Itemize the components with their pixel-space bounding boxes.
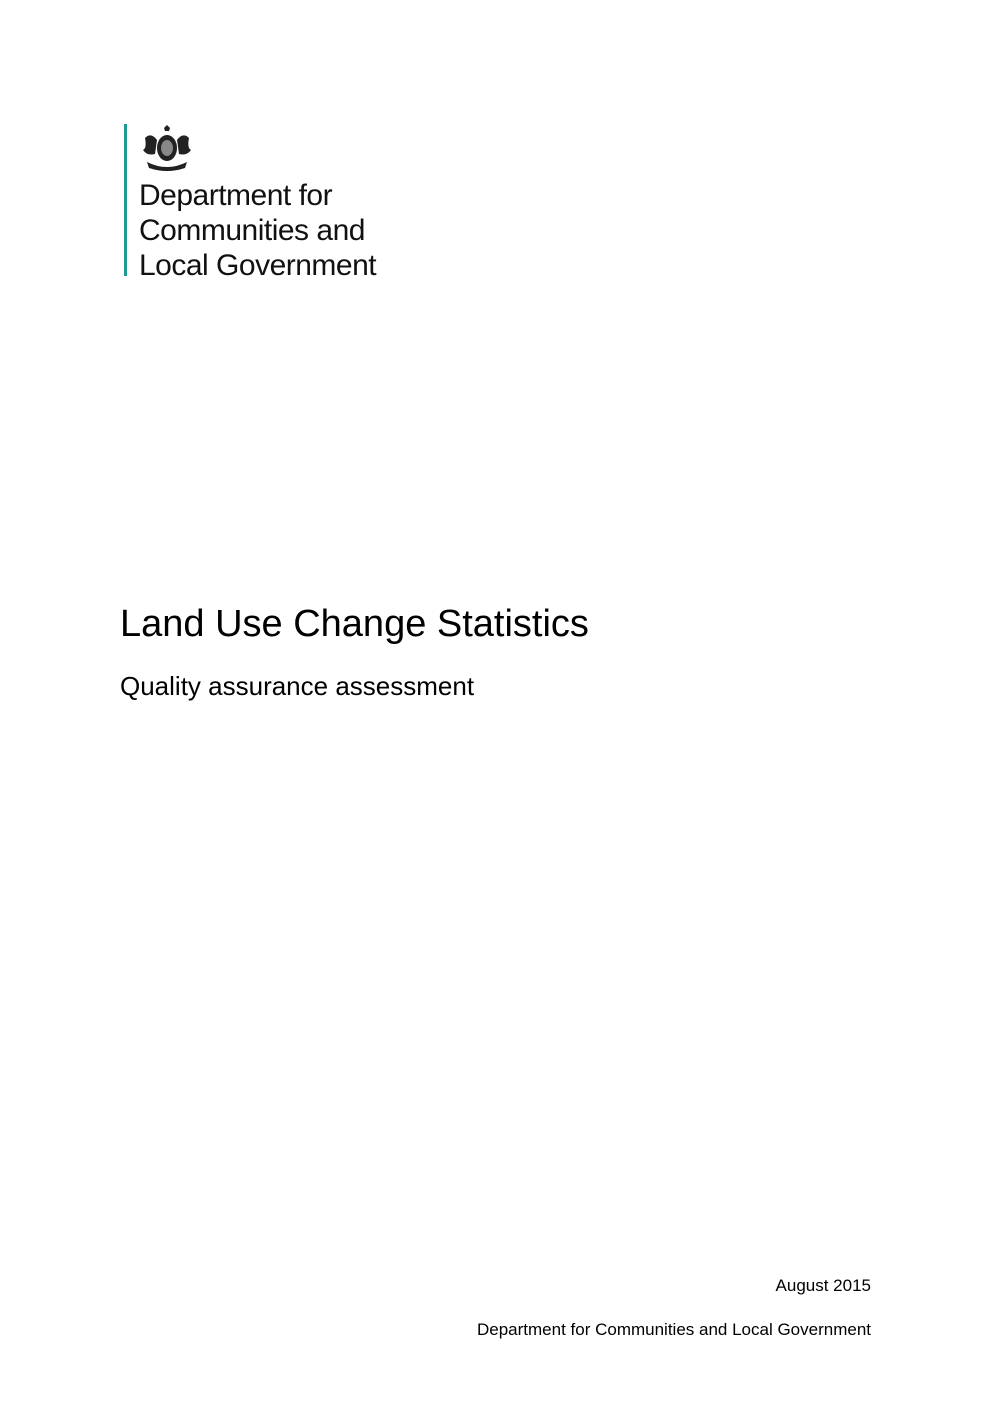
logo-line: Communities and — [139, 214, 365, 247]
publication-date: August 2015 — [775, 1276, 871, 1295]
document-title: Land Use Change Statistics — [120, 603, 589, 645]
dclg-logo — [120, 120, 404, 282]
logo-line: Department for — [139, 179, 333, 212]
document-subtitle: Quality assurance assessment — [120, 671, 475, 701]
royal-crest-icon — [137, 124, 197, 174]
logo-accent-bar — [124, 124, 127, 276]
publisher-department: Department for Communities and Local Government — [476, 1320, 871, 1339]
logo-line: Local Government — [139, 249, 377, 282]
logo-text — [139, 178, 376, 283]
